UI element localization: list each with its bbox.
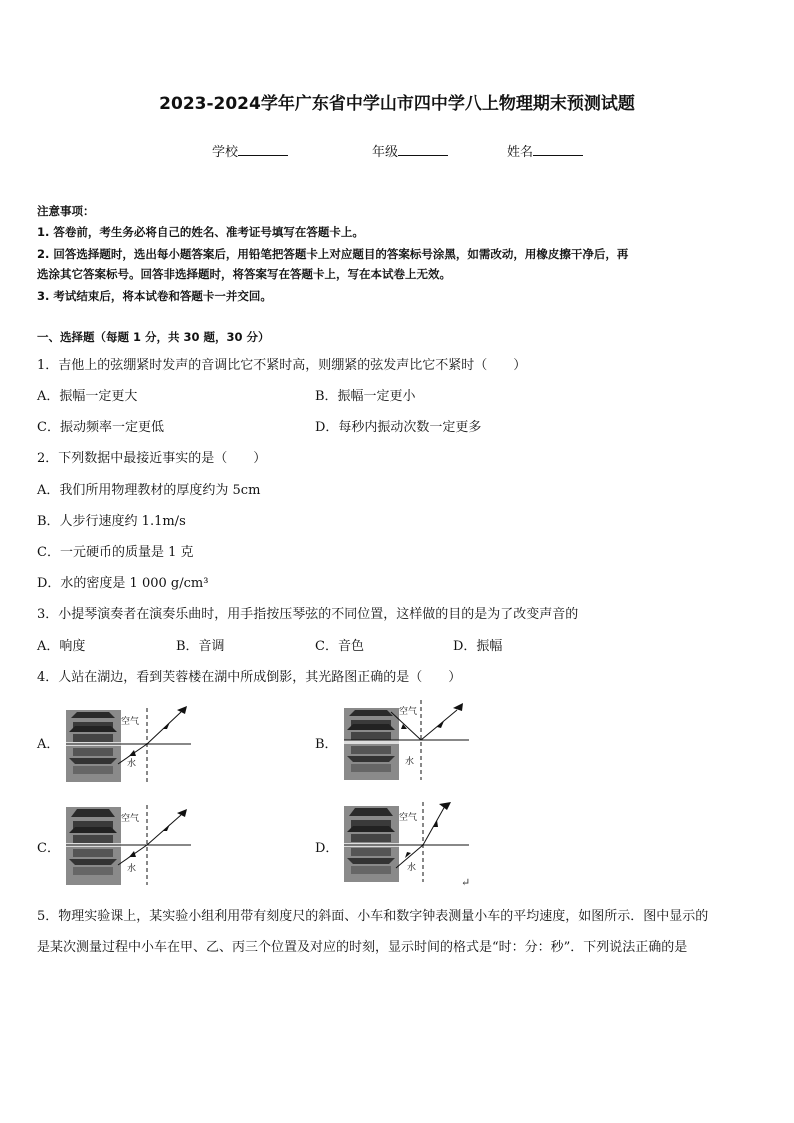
q4-figure-a	[63, 700, 193, 784]
notice-item-1: 1. 答卷前，考生务必将自己的姓名、准考证号填写在答题卡上。	[37, 225, 364, 239]
q2-option-a: A．我们所用物理教材的厚度约为 5cm	[37, 483, 261, 498]
q4-option-c-label: C．	[37, 841, 60, 856]
q1-option-c: C．振动频率一定更低	[37, 420, 164, 435]
eye-icon	[177, 809, 187, 817]
q2-option-c: C．一元硬币的质量是 1 克	[37, 545, 194, 560]
q4-figure-c	[63, 803, 193, 887]
grade-blank	[398, 143, 448, 156]
grade-label: 年级	[372, 145, 399, 160]
q2-option-b: B．人步行速度约 1.1m/s	[37, 514, 186, 529]
eye-icon	[453, 703, 463, 711]
q3-stem: 3．小提琴演奏者在演奏乐曲时，用手指按压琴弦的不同位置，这样做的目的是为了改变声音的	[37, 607, 579, 622]
water-label: 水	[405, 757, 415, 767]
name-blank	[533, 143, 583, 156]
q2-stem: 2．下列数据中最接近事实的是（ ）	[37, 451, 267, 466]
q4-figure-d	[341, 800, 471, 884]
q4-figure-b	[341, 698, 471, 782]
air-label: 空气	[399, 813, 418, 823]
q4-stem: 4．人站在湖边，看到芙蓉楼在湖中所成倒影，其光路图正确的是（ ）	[37, 670, 462, 685]
q4-option-d-label: D．	[315, 841, 339, 856]
q3-option-a: A．响度	[37, 639, 86, 654]
eye-icon	[439, 802, 451, 810]
water-label: 水	[407, 863, 417, 873]
section-heading: 一、选择题（每题 1 分，共 30 题，30 分）	[37, 330, 270, 344]
school-label: 学校	[212, 145, 239, 160]
water-label: 水	[127, 759, 137, 769]
notice-heading: 注意事项：	[37, 204, 95, 218]
q2-option-d: D．水的密度是 1 000 g/cm³	[37, 576, 209, 591]
q4-option-a-label: A．	[37, 737, 60, 752]
school-field	[212, 141, 288, 160]
air-label: 空气	[399, 707, 418, 717]
air-label: 空气	[121, 814, 140, 824]
grade-field	[372, 141, 448, 160]
notice-item-3: 3. 考试结束后，将本试卷和答题卡一并交回。	[37, 289, 272, 303]
notice-item-2: 2. 回答选择题时，选出每小题答案后，用铅笔把答题卡上对应题目的答案标号涂黑，如需改动，用橡皮擦干净后，再	[37, 247, 629, 261]
school-blank	[238, 143, 288, 156]
q1-option-a: A．振幅一定更大	[37, 389, 138, 404]
q3-option-c: C．音色	[315, 639, 364, 654]
return-mark-icon: ↵	[461, 876, 471, 889]
q3-option-b: B．音调	[176, 639, 225, 654]
q1-option-d: D．每秒内振动次数一定更多	[315, 420, 482, 435]
q1-stem: 1．吉他上的弦绷紧时发声的音调比它不紧时高，则绷紧的弦发声比它不紧时（ ）	[37, 358, 527, 373]
air-label: 空气	[121, 717, 140, 727]
name-field	[507, 141, 583, 160]
eye-icon	[177, 706, 187, 714]
q5-stem-line-2: 是某次测量过程中小车在甲、乙、丙三个位置及对应的时刻，显示时间的格式是“时：分：秒”．下列说法正确的是	[37, 940, 688, 955]
water-label: 水	[127, 864, 137, 874]
page-title: 2023-2024学年广东省中学山市四中学八上物理期末预测试题	[159, 94, 635, 114]
notice-item-2-cont: 选涂其它答案标号。回答非选择题时，将答案写在答题卡上，写在本试卷上无效。	[37, 267, 451, 281]
q3-option-d: D．振幅	[453, 639, 503, 654]
q4-option-b-label: B．	[315, 737, 338, 752]
q5-stem-line-1: 5．物理实验课上，某实验小组利用带有刻度尺的斜面、小车和数字钟表测量小车的平均速度，如图所示．图中显示的	[37, 909, 709, 924]
name-label: 姓名	[507, 145, 534, 160]
q1-option-b: B．振幅一定更小	[315, 389, 416, 404]
